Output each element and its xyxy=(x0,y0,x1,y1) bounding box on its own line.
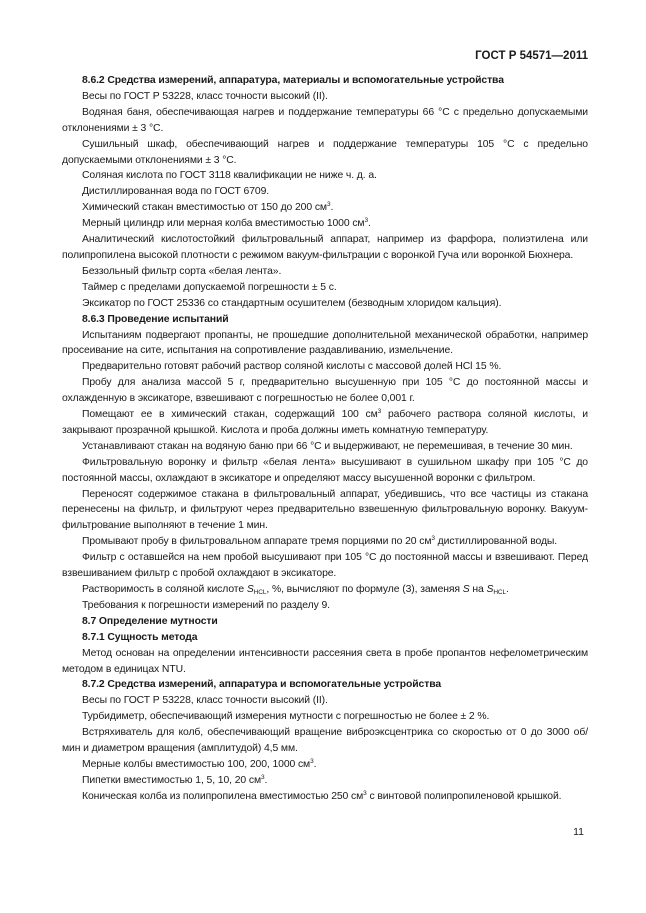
text-run: . xyxy=(330,202,334,214)
symbol: S xyxy=(462,584,470,595)
superscript: 3 xyxy=(310,757,314,765)
page-number: 11 xyxy=(573,826,584,838)
superscript: 3 xyxy=(326,201,331,209)
paragraph: Фильтровальную воронку и фильтр «белая лента» высушивают в сушильном шкафу при 105 °С до постоянной массы, охлаждают в эксикаторе и определяют массу высушенной воронки с фильтром. xyxy=(62,456,588,484)
paragraph: Фильтр с оставшейся на нем пробой высушивают при 105 °С до постоянной массы и взвешивают. Перед взвешиванием фильтр с пробой охлаждают в эксикаторе. xyxy=(62,552,588,580)
paragraph: Соляная кислота по ГОСТ 3118 квалификации не ниже ч. д. а. xyxy=(82,170,377,182)
paragraph: Требования к погрешности измерений по разделу 9. xyxy=(82,599,330,611)
text-run: Пипетки вместимостью 1, 5, 10, 20 см xyxy=(82,774,262,786)
paragraph: Турбидиметр, обеспечивающий измерения мутности с погрешностью не более ± 2 %. xyxy=(82,711,490,723)
text-run: Промывают пробу в фильтровальном аппарате тремя порциями по 20 см xyxy=(82,536,432,548)
text-run: Растворимость в соляной кислоте xyxy=(82,584,247,595)
paragraph: Весы по ГОСТ Р 53228, класс точности высокий (II). xyxy=(82,90,328,102)
superscript: 3 xyxy=(261,773,265,781)
superscript: 3 xyxy=(431,535,435,543)
text-run: Коническая колба из полипропилена вместимостью 250 см xyxy=(82,790,364,802)
text-run: Мерный цилиндр или мерная колба вместимостью 1000 см xyxy=(82,218,365,230)
paragraph: Сушильный шкаф, обеспечивающий нагрев и поддержание температуры 105 °С с предельно допускаемыми отклонениями ± 3 °С. xyxy=(62,138,588,166)
text-run: , %, вычисляют по формуле (3), заменяя xyxy=(266,584,463,595)
paragraph: Беззольный фильтр сорта «белая лента». xyxy=(82,265,282,277)
section-heading: 8.7 Определение мутности xyxy=(82,615,218,627)
document-body xyxy=(62,73,588,805)
paragraph xyxy=(62,407,588,439)
paragraph: Эксикатор по ГОСТ 25336 со стандартным осушителем (безводным хлоридом кальция). xyxy=(82,297,502,309)
text-run: . xyxy=(264,774,268,786)
section-heading: 8.6.2 Средства измерений, аппаратура, материалы и вспомогательные устройства xyxy=(82,75,504,86)
paragraph xyxy=(62,216,588,232)
paragraph xyxy=(62,757,588,773)
paragraph: Предварительно готовят рабочий раствор соляной кислоты с массовой долей HCl 15 %. xyxy=(82,361,502,373)
paragraph: Весы по ГОСТ Р 53228, класс точности высокий (II). xyxy=(82,695,328,707)
paragraph: Водяная баня, обеспечивающая нагрев и поддержание температуры 66 °С с предельно допускаемыми отклонениями ± 3 °С. xyxy=(62,106,588,134)
paragraph: Встряхиватель для колб, обеспечивающий вращение виброэксцентрика со скоростью от 0 до 3000 об/мин и диаметром вращения (амплитудой) 4,5 мм. xyxy=(62,727,588,755)
symbol: S xyxy=(486,584,494,595)
text-run: на xyxy=(469,584,487,595)
paragraph xyxy=(62,582,588,598)
paragraph: Метод основан на определении интенсивности рассеяния света в пробе пропантов нефелометрическим методом в единицах NTU. xyxy=(62,647,588,675)
superscript: 3 xyxy=(364,217,368,225)
text-run: Мерные колбы вместимостью 100, 200, 1000 см xyxy=(82,758,311,770)
text-run: . xyxy=(313,758,317,770)
paragraph: Дистиллированная вода по ГОСТ 6709. xyxy=(82,186,270,198)
paragraph: Пробу для анализа массой 5 г, предварительно высушенную при 105 °С до постоянной массы и охлажденную в эксикаторе, взвешивают с погрешностью не более 0,001 г. xyxy=(62,377,588,405)
section-heading: 8.6.3 Проведение испытаний xyxy=(82,313,229,325)
text-run: дистиллированной воды. xyxy=(434,536,558,548)
text-run: . xyxy=(506,584,509,595)
text-run: рабочего раствора соляной кислоты, и закрывают прозрачной крышкой. Кислота и проба должны иметь комнатную температуру. xyxy=(62,409,588,436)
symbol: S xyxy=(246,584,254,595)
text-run: . xyxy=(367,218,371,230)
section-heading: 8.7.1 Сущность метода xyxy=(82,631,198,643)
text-run: Помещают ее в химический стакан, содержащий 100 см xyxy=(82,409,378,421)
paragraph: Устанавливают стакан на водяную баню при 66 °С и выдерживают, не перемешивая, в течение 30 мин. xyxy=(82,440,573,452)
paragraph xyxy=(62,773,588,789)
document-number: ГОСТ Р 54571—2011 xyxy=(475,50,588,62)
subscript: HCL xyxy=(253,589,267,596)
paragraph xyxy=(62,200,588,216)
superscript: 3 xyxy=(363,789,367,797)
paragraph: Аналитический кислотостойкий фильтровальный аппарат, например из фарфора, полиэтилена или полипропилена высокой плотности с режимом вакуум-фильтрации с воронкой Гуча или воронкой Бюхнера. xyxy=(62,234,588,261)
paragraph xyxy=(62,789,588,805)
paragraph: Таймер с пределами допускаемой погрешности ± 5 с. xyxy=(82,281,337,293)
paragraph: Испытаниям подвергают пропанты, не прошедшие дополнительной механической обработки, например просеивание на сите, испытания на сопротивление раздавливанию, измельчение. xyxy=(62,329,588,357)
paragraph: Переносят содержимое стакана в фильтровальный аппарат, убедившись, что все частицы из стакана перенесены на фильтр, и фильтруют через предварительно взвешенную фильтровальную воронку. Вакуум-фильтрование выполняют в течение 1 мин. xyxy=(62,488,588,532)
text-run: Химический стакан вместимостью от 150 до 200 см xyxy=(82,202,327,214)
section-heading: 8.7.2 Средства измерений, аппаратура и вспомогательные устройства xyxy=(82,679,442,691)
subscript: HCL xyxy=(493,589,507,596)
paragraph xyxy=(62,534,588,550)
text-run: с винтовой полипропиленовой крышкой. xyxy=(366,790,562,802)
superscript: 3 xyxy=(377,408,382,416)
